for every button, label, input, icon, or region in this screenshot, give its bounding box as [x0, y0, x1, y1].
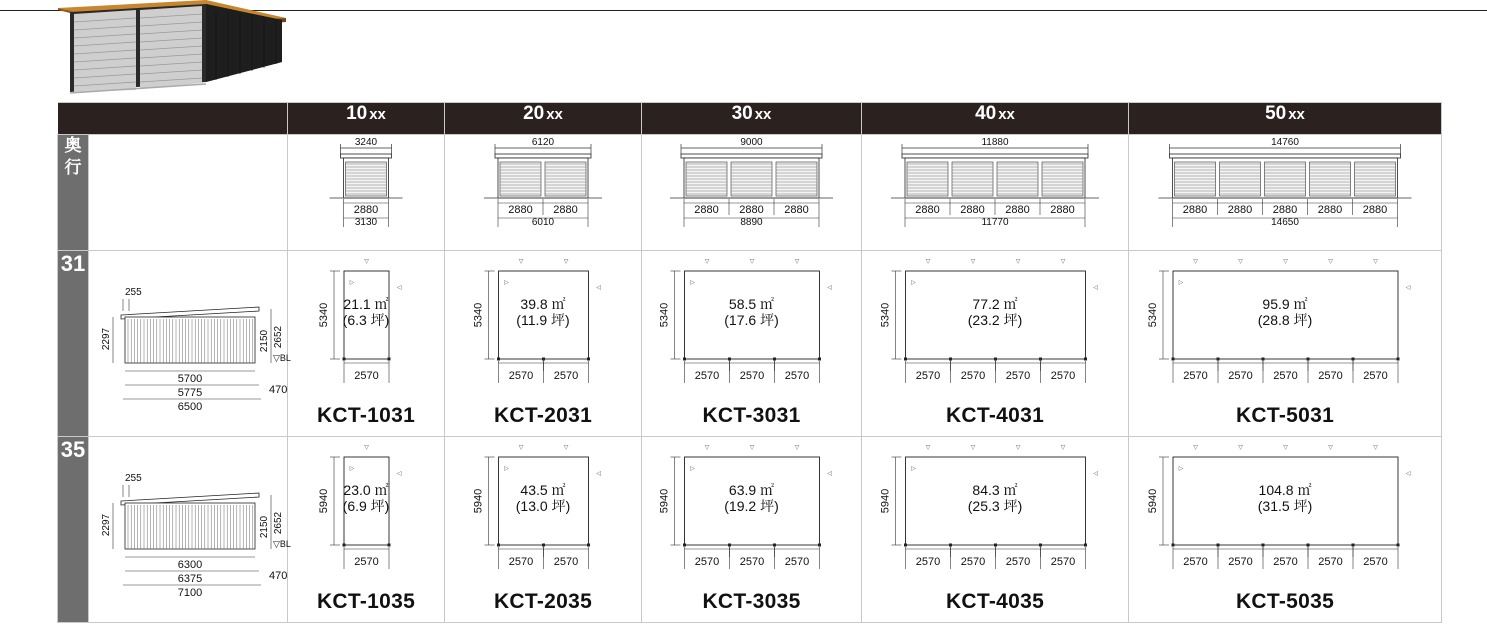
front-view-cell [1129, 135, 1442, 251]
row-label-31: 31 [58, 251, 89, 437]
front-view-blank [89, 135, 288, 251]
side-height-left: 2297 [101, 327, 112, 351]
area-tsubo: (13.0 坪) [515, 498, 571, 514]
marker-icon: ▷ [690, 466, 695, 472]
marker-icon: ◁ [596, 285, 601, 291]
roof [902, 154, 1088, 158]
marker-icon: ▽ [925, 259, 931, 265]
side-offset-label: 255 [125, 473, 142, 484]
roof [495, 154, 591, 158]
roof [341, 154, 392, 158]
plan-bay-label: 2570 [784, 556, 810, 568]
area-label [862, 482, 1128, 514]
marker-icon: ▽ [563, 259, 569, 265]
front-view-cell [862, 135, 1129, 251]
model-name: KCT-5031 [1235, 404, 1335, 427]
post [587, 544, 590, 547]
marker-icon: ▽ [1193, 445, 1198, 451]
bay-width-label: 2880 [1182, 204, 1208, 216]
area-label [288, 296, 444, 328]
side-height-left: 2297 [101, 513, 112, 537]
post [1397, 358, 1400, 361]
front-view-cell [288, 135, 445, 251]
plan-bay-label: 2570 [915, 556, 941, 568]
plan-depth-label: 5340 [879, 302, 892, 328]
area-label [1129, 482, 1441, 514]
side-eave-label: 470 [269, 570, 288, 582]
marker-icon: ▽ [1373, 259, 1378, 265]
side-depth-1: 6300 [177, 559, 203, 571]
inner-total-label: 11770 [981, 217, 1009, 228]
depth-label [58, 135, 88, 179]
plan-depth-label: 5340 [658, 302, 671, 328]
inner-total-label: 14650 [1271, 217, 1299, 228]
area-label [445, 296, 641, 328]
area-sqm: 23.0 ㎡ [343, 482, 389, 498]
front-total-label: 11880 [981, 137, 1009, 148]
side-depth-2: 6375 [177, 573, 203, 585]
plan-bay-label: 2570 [1005, 370, 1031, 382]
plan-bay-label: 2570 [1228, 556, 1253, 568]
model-name: KCT-3031 [702, 404, 801, 427]
plan-bay-label: 2570 [354, 370, 379, 382]
area-tsubo: (6.3 坪) [342, 312, 390, 328]
inner-total-label: 8890 [740, 217, 763, 228]
marker-icon: ◁ [1093, 285, 1098, 291]
marker-icon: ▽ [704, 259, 710, 265]
marker-icon: ▽ [1283, 445, 1288, 451]
plan-bay-label: 2570 [915, 370, 941, 382]
post [388, 544, 391, 547]
post [904, 358, 907, 361]
front-total-label: 14760 [1271, 137, 1299, 148]
plan-cell [288, 251, 445, 437]
side-height-right: 2652 [273, 511, 284, 535]
header-row [58, 103, 1442, 135]
spec-table [57, 102, 1442, 623]
area-tsubo: (25.3 坪) [967, 498, 1023, 514]
marker-icon: ▽ [1015, 445, 1021, 451]
marker-icon: ▷ [349, 466, 355, 472]
marker-icon: ▽ [749, 259, 755, 265]
post [1084, 358, 1087, 361]
marker-icon: ▽ [518, 445, 524, 451]
side-offset-label: 255 [125, 287, 142, 298]
marker-icon: ▽ [364, 259, 369, 265]
marker-icon: ◁ [1405, 471, 1411, 477]
marker-icon: ▷ [1178, 280, 1184, 286]
side-height-inner: 2150 [259, 329, 270, 353]
post [388, 358, 391, 361]
model-name: KCT-1031 [316, 404, 416, 427]
front-view-cell [642, 135, 862, 251]
header-col-50: 50 xx [1129, 103, 1442, 135]
post [497, 544, 500, 547]
side-view-cell [89, 437, 291, 623]
roof [681, 154, 822, 158]
plan-bay-label: 2570 [739, 556, 765, 568]
post [343, 358, 346, 361]
row-label-35: 35 [58, 437, 89, 623]
side-depth-3: 6500 [177, 401, 203, 413]
area-sqm: 63.9 ㎡ [728, 482, 775, 498]
bay-width-label: 2880 [508, 204, 533, 216]
plan-bay-label: 2570 [1228, 370, 1253, 382]
marker-icon: ▽ [364, 445, 369, 451]
plan-bay-label: 2570 [354, 556, 379, 568]
depth-label-char: 奥 [64, 136, 82, 155]
marker-icon: ▽ [1238, 259, 1243, 265]
plan-cell [862, 251, 1129, 437]
plan-bay-label: 2570 [553, 370, 579, 382]
side-depth-2: 5775 [177, 387, 203, 399]
marker-icon: ▽ [563, 445, 569, 451]
marker-icon: ▷ [504, 280, 509, 286]
post [1172, 544, 1175, 547]
plan-depth-label: 5940 [318, 488, 330, 514]
bay-width-label: 2880 [353, 204, 379, 216]
post [587, 358, 590, 361]
marker-icon: ▽ [1283, 259, 1288, 265]
plan-bay-label: 2570 [1050, 556, 1076, 568]
plan-depth-label: 5340 [1147, 302, 1159, 328]
plan-bay-label: 2570 [1005, 556, 1031, 568]
side-body [125, 503, 255, 549]
plan-bay-label: 2570 [784, 370, 810, 382]
post [683, 358, 686, 361]
marker-icon: ▽ [1373, 445, 1378, 451]
plan-cell [1129, 437, 1442, 623]
side-body [125, 317, 255, 363]
bay-width-label: 2880 [739, 204, 764, 216]
model-name: KCT-5035 [1235, 590, 1335, 613]
plan-depth-label: 5340 [318, 302, 330, 328]
marker-icon: ▷ [1178, 466, 1184, 472]
side-depth-1: 5700 [177, 373, 203, 385]
marker-icon: ▽ [1328, 445, 1333, 451]
plan-cell [445, 437, 642, 623]
post [818, 544, 821, 547]
marker-icon: ▽ [970, 445, 976, 451]
model-name: KCT-2031 [493, 404, 593, 427]
post [1172, 358, 1175, 361]
plan-bay-label: 2570 [508, 556, 534, 568]
plan-cell [642, 251, 862, 437]
depth-label-char: 行 [64, 158, 82, 177]
area-sqm: 77.2 ㎡ [972, 296, 1018, 312]
bay-width-label: 2880 [553, 204, 578, 216]
marker-icon: ◁ [827, 471, 832, 477]
area-sqm: 58.5 ㎡ [728, 296, 775, 312]
marker-icon: ◁ [1093, 471, 1098, 477]
bay-width-label: 2880 [1272, 204, 1298, 216]
ground-level-label: ▽BL [273, 539, 291, 549]
front-view-row [58, 135, 1442, 251]
front-total-label: 9000 [740, 137, 763, 148]
model-name: KCT-3035 [702, 590, 801, 613]
marker-icon: ▷ [690, 280, 695, 286]
area-tsubo: (31.5 坪) [1257, 498, 1313, 514]
marker-icon: ◁ [396, 285, 402, 291]
header-blank [58, 103, 288, 135]
marker-icon: ▽ [518, 259, 524, 265]
area-label [288, 482, 444, 514]
plan-bay-label: 2570 [960, 370, 986, 382]
ground-level-label: ▽BL [273, 353, 291, 363]
bay-width-label: 2880 [960, 204, 985, 216]
plan-bay-label: 2570 [1363, 556, 1388, 568]
plan-cell [1129, 251, 1442, 437]
area-sqm: 84.3 ㎡ [972, 482, 1018, 498]
plan-bay-label: 2570 [1183, 370, 1208, 382]
marker-icon: ◁ [596, 471, 601, 477]
marker-icon: ◁ [1405, 285, 1411, 291]
plan-bay-label: 2570 [694, 556, 720, 568]
post [904, 544, 907, 547]
model-name: KCT-2035 [493, 590, 593, 613]
marker-icon: ▽ [1015, 259, 1021, 265]
marker-icon: ▷ [911, 466, 916, 472]
plan-bay-label: 2570 [1183, 556, 1208, 568]
marker-icon: ▽ [1193, 259, 1198, 265]
post [1397, 544, 1400, 547]
bay-width-label: 2880 [1050, 204, 1075, 216]
side-depth-3: 7100 [177, 587, 203, 599]
row-31 [58, 251, 1442, 437]
bay-width-label: 2880 [1005, 204, 1030, 216]
plan-bay-label: 2570 [553, 556, 579, 568]
front-total-label: 6120 [531, 137, 555, 148]
plan-bay-label: 2570 [1273, 556, 1298, 568]
row-label-depth [58, 135, 89, 251]
post [343, 544, 346, 547]
plan-bay-label: 2570 [508, 370, 534, 382]
marker-icon: ▽ [1238, 445, 1243, 451]
bay-width-label: 2880 [784, 204, 809, 216]
marker-icon: ▽ [970, 259, 976, 265]
area-sqm: 43.5 ㎡ [520, 482, 566, 498]
header-col-20: 20 xx [445, 103, 642, 135]
bay-width-label: 2880 [694, 204, 719, 216]
plan-depth-label: 5940 [879, 488, 892, 514]
plan-cell [445, 251, 642, 437]
area-sqm: 39.8 ㎡ [520, 296, 566, 312]
side-height-right: 2652 [273, 325, 284, 349]
area-sqm: 21.1 ㎡ [343, 296, 389, 312]
plan-depth-label: 5940 [1147, 488, 1159, 514]
front-view-cell [445, 135, 642, 251]
marker-icon: ▽ [749, 445, 755, 451]
bay-width-label: 2880 [1317, 204, 1343, 216]
header-col-40: 40 xx [862, 103, 1129, 135]
model-name: KCT-4035 [945, 590, 1045, 613]
header-col-30: 30 xx [642, 103, 862, 135]
marker-icon: ▽ [704, 445, 710, 451]
model-name: KCT-1035 [316, 590, 416, 613]
plan-bay-label: 2570 [694, 370, 720, 382]
marker-icon: ▽ [794, 259, 800, 265]
area-sqm: 95.9 ㎡ [1262, 296, 1308, 312]
plan-bay-label: 2570 [960, 556, 986, 568]
post [683, 544, 686, 547]
marker-icon: ▽ [794, 445, 800, 451]
garage-product-image [56, 0, 288, 96]
plan-depth-label: 5940 [472, 488, 485, 514]
plan-cell [862, 437, 1129, 623]
plan-bay-label: 2570 [739, 370, 765, 382]
plan-bay-label: 2570 [1318, 556, 1343, 568]
bay-width-label: 2880 [1362, 204, 1388, 216]
post [818, 358, 821, 361]
row-35 [58, 437, 1442, 623]
marker-icon: ▽ [1328, 259, 1333, 265]
plan-bay-label: 2570 [1363, 370, 1388, 382]
area-tsubo: (19.2 坪) [724, 498, 779, 514]
area-tsubo: (11.9 坪) [516, 312, 570, 328]
area-label [1129, 296, 1441, 328]
area-label [642, 296, 861, 328]
side-eave-label: 470 [269, 384, 288, 396]
marker-icon: ▽ [1060, 445, 1066, 451]
marker-icon: ▷ [911, 280, 916, 286]
marker-icon: ▷ [504, 466, 509, 472]
plan-depth-label: 5340 [472, 302, 485, 328]
front-total-label: 3240 [354, 137, 378, 148]
marker-icon: ◁ [396, 471, 402, 477]
bay-width-label: 2880 [1227, 204, 1253, 216]
area-tsubo: (28.8 坪) [1257, 312, 1313, 328]
model-name: KCT-4031 [945, 404, 1045, 427]
post [1084, 544, 1087, 547]
inner-total-label: 3130 [354, 217, 378, 228]
marker-icon: ▽ [1060, 259, 1066, 265]
plan-bay-label: 2570 [1050, 370, 1076, 382]
marker-icon: ▷ [349, 280, 355, 286]
area-label [445, 482, 641, 514]
area-label [642, 482, 861, 514]
plan-bay-label: 2570 [1273, 370, 1298, 382]
area-sqm: 104.8 ㎡ [1258, 482, 1312, 498]
area-tsubo: (23.2 坪) [967, 312, 1023, 328]
side-height-inner: 2150 [259, 515, 270, 539]
marker-icon: ▽ [925, 445, 931, 451]
side-view-cell [89, 251, 291, 437]
plan-depth-label: 5940 [658, 488, 671, 514]
plan-cell [288, 437, 445, 623]
marker-icon: ◁ [827, 285, 832, 291]
roof [1170, 154, 1401, 158]
area-label [862, 296, 1128, 328]
plan-bay-label: 2570 [1318, 370, 1343, 382]
plan-cell [642, 437, 862, 623]
area-tsubo: (6.9 坪) [342, 498, 390, 514]
inner-total-label: 6010 [531, 217, 555, 228]
header-col-10: 10 xx [288, 103, 445, 135]
bay-width-label: 2880 [915, 204, 940, 216]
area-tsubo: (17.6 坪) [724, 312, 779, 328]
post [497, 358, 500, 361]
